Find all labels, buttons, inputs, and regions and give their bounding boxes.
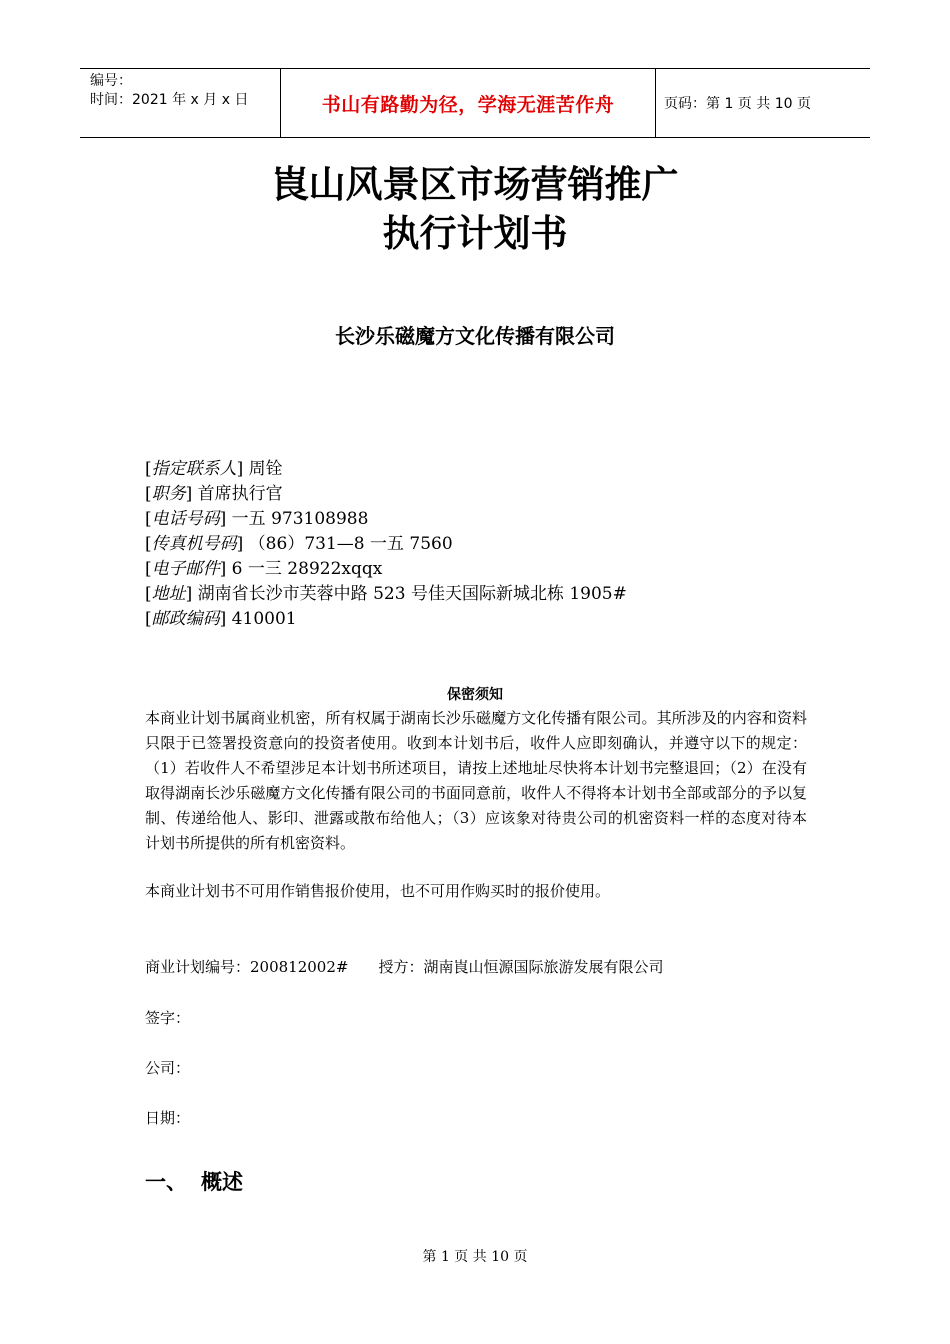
company-name: 长沙乐磁魔方文化传播有限公司 <box>335 324 615 348</box>
confidentiality-note: 本商业计划书不可用作销售报价使用，也不可用作购买时的报价使用。 <box>145 882 611 900</box>
contact-label: 地址 <box>151 584 186 604</box>
confidentiality-body: 本商业计划书属商业机密，所有权属于湖南长沙乐磁魔方文化传播有限公司。其所涉及的内容和资料只限于已签署投资意向的投资者使用。收到本计划书后，收件人应即刻确认，并遵守以下的规定：（1）若收件人不希望涉足本计划书所述项目，请按上述地址尽快将本计划书完整退回；（2）在没有取得湖南长沙乐磁魔方文化传播有限公司的书面同意前，收件人不得将本计划书全部或部分的予以复制、传递给他人、影印、泄露或散布给他人；（3）应该象对待贵公司的机密资料一样的态度对待本计划书所提供的所有机密资料。 <box>145 709 807 852</box>
contact-label: 指定联系人 <box>151 459 237 479</box>
page-header <box>80 68 870 138</box>
contact-label: 电子邮件 <box>151 559 220 579</box>
document-title-line1: 崀山风景区市场营销推广 <box>271 163 679 206</box>
section-title: 概述 <box>201 1170 243 1194</box>
header-motto: 书山有路勤为径，学海无涯苦作舟 <box>281 69 656 137</box>
section-heading <box>145 1166 243 1196</box>
plan-number: 商业计划编号：200812002# <box>145 958 349 976</box>
contact-label: 电话号码 <box>151 509 220 529</box>
contact-value: 一五 973108988 <box>226 509 369 529</box>
contact-row: [电话号码] 一五 973108988 <box>145 509 369 529</box>
contact-value: 410001 <box>226 609 297 629</box>
contact-value: 湖南省长沙市芙蓉中路 523 号佳天国际新城北栋 1905# <box>192 584 627 604</box>
date-line: 日期： <box>145 1109 191 1127</box>
contact-row: [指定联系人] 周铨 <box>145 459 283 479</box>
confidentiality-title: 保密须知 <box>447 687 503 703</box>
contact-row: [邮政编码] 410001 <box>145 609 297 629</box>
contact-row: [职务] 首席执行官 <box>145 484 283 504</box>
section-number: 一、 <box>145 1170 187 1194</box>
contact-label: 邮政编码 <box>151 609 220 629</box>
contact-row: [地址] 湖南省长沙市芙蓉中路 523 号佳天国际新城北栋 1905# <box>145 584 627 604</box>
company-line: 公司： <box>145 1059 191 1077</box>
contact-value: 首席执行官 <box>192 484 283 504</box>
signature-line: 签字： <box>145 1009 191 1027</box>
contact-row: [传真机号码] （86）731—8 一五 7560 <box>145 534 453 554</box>
header-page-info: 页码：第 1 页 共 10 页 <box>664 96 811 112</box>
plan-grantee: 授方：湖南崀山恒源国际旅游发展有限公司 <box>378 958 664 976</box>
header-time-label: 时间：2021 年 x 月 x 日 <box>90 92 249 108</box>
contact-value: 6 一三 28922xqqx <box>226 559 383 579</box>
contact-list <box>145 457 627 632</box>
plan-info-row <box>145 956 663 977</box>
document-title-line2: 执行计划书 <box>382 212 568 255</box>
contact-label: 传真机号码 <box>151 534 237 554</box>
contact-value: 周铨 <box>243 459 283 479</box>
contact-row: [电子邮件] 6 一三 28922xqqx <box>145 559 383 579</box>
header-number-label: 编号： <box>90 73 132 89</box>
page-footer: 第 1 页 共 10 页 <box>422 1249 528 1265</box>
contact-label: 职务 <box>151 484 186 504</box>
contact-value: （86）731—8 一五 7560 <box>243 534 453 554</box>
header-meta <box>80 69 281 137</box>
